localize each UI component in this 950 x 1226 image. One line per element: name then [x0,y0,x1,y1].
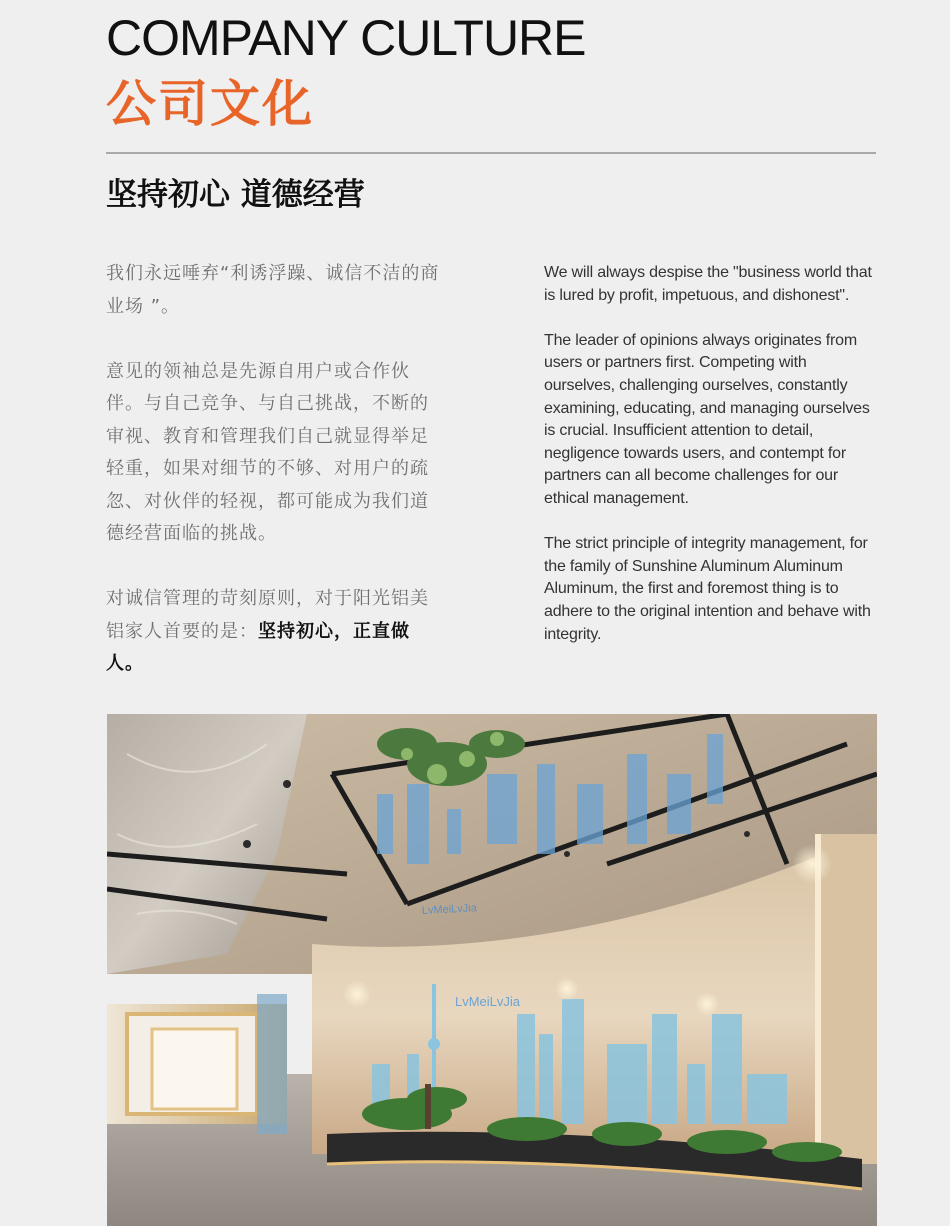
paragraph-en-1: We will always despise the "business world that is lured by profit, impetuous, and dishonest". [544,264,872,304]
paragraph-cn-3-lead: 对诚信管理的苛刻原则，对于阳光铝美铝家人首要的是： [106,588,429,642]
paragraph-cn-2: 意见的领袖总是先源自用户或合作伙伴。与自己竞争、与自己挑战，不断的审视、教育和管理我们自己就显得举足轻重，如果对细节的不够、对用户的疏忽、对伙伴的轻视，都可能成为我们道德经营面临的挑战。 [106,360,429,544]
body-column-chinese [106,258,441,713]
lobby-illustration [107,714,877,1226]
divider [106,152,876,154]
lobby-photo [107,714,877,1226]
paragraph-en-2: The leader of opinions always originates from users or partners first. Competing with ourselves, challenging ourselves, constantly examining, educating, and managing ourselves is crucial. Insufficient attention to detail, negligence towards users, and contempt for partners can all become challenges for our ethical management. [544,331,870,507]
page-title-cn: 公司文化 [106,75,314,133]
ceiling-logo: LvMeiLvJia [421,902,478,917]
wall-logo: LvMeiLvJia [455,994,521,1009]
section-subtitle: 坚持初心 道德经营 [106,177,365,213]
body-column-english [544,262,879,669]
paragraph-cn-1: 我们永远唾弃“利诱浮躁、诚信不洁的商业场 ”。 [106,263,440,317]
page-title-en: COMPANY CULTURE [106,10,586,66]
paragraph-cn-3 [106,583,441,681]
paragraph-cn-3-emphasis: 坚持初心，正直做人。 [106,620,410,674]
paragraph-en-3: The strict principle of integrity management, for the family of Sunshine Aluminum Aluminum Aluminum, the first and foremost thing is to adhere to the original intention and behave with integrity. [544,535,871,643]
